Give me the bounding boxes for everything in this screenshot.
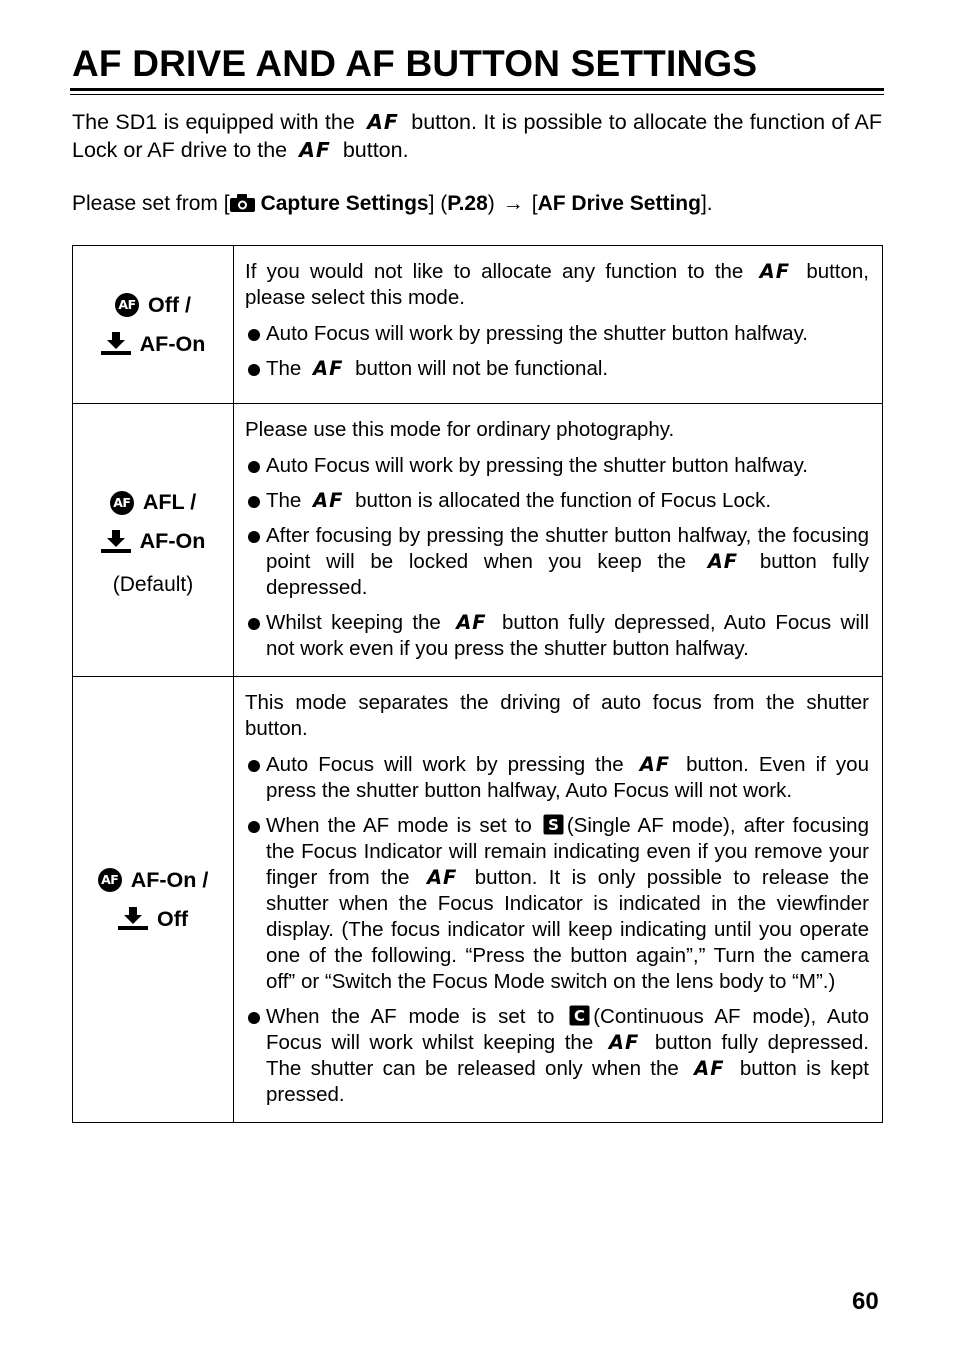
svg-text:S: S bbox=[547, 816, 559, 834]
shutter-half-press-icon bbox=[101, 331, 131, 357]
description-cell bbox=[234, 677, 883, 1123]
single-af-mode-icon bbox=[543, 814, 564, 835]
af-button-glyph: AF bbox=[694, 1057, 725, 1080]
description-cell bbox=[234, 404, 883, 677]
menu-name: Capture Settings bbox=[260, 192, 429, 215]
af-button-glyph: AF bbox=[313, 489, 344, 512]
row-intro: Please use this mode for ordinary photography. bbox=[245, 418, 675, 441]
page-reference: P.28 bbox=[447, 192, 488, 215]
af-button-glyph: AF bbox=[313, 357, 344, 380]
list-item: When the AF mode is set to S (Single AF mode), after focusing the Focus Indicator will remain indicating even if you remove your finger from the AF button. It is only possible to release the shutter when the Focus Indicator is indicated in the viewfinder display. (The focus indicator will keep indicating until you operate one of the following. “Press the button again”,” Turn the camera off” or “Switch the Focus Mode switch on the lens body to “M”.) bbox=[245, 813, 869, 995]
af-button-glyph: AF bbox=[367, 110, 399, 134]
svg-text:C: C bbox=[574, 1007, 586, 1025]
list-item: Auto Focus will work by pressing the shutter button halfway. bbox=[245, 453, 869, 479]
intro-paragraph: The SD1 is equipped with the AF button. It is possible to allocate the function of AF Lock or AF drive to the AF button. bbox=[72, 110, 882, 162]
list-item: After focusing by pressing the shutter button halfway, the focusing point will be locked when you keep the AF button fully depressed. bbox=[245, 523, 869, 601]
list-item: Auto Focus will work by pressing the AF button. Even if you press the shutter button halfway, Auto Focus will not work. bbox=[245, 752, 869, 804]
af-button-glyph: AF bbox=[608, 1031, 640, 1054]
shutter-mode: Off bbox=[156, 906, 189, 931]
shutter-half-press-icon bbox=[118, 906, 148, 932]
page-number: 60 bbox=[852, 1288, 879, 1315]
title-rule-thin bbox=[70, 94, 884, 95]
af-button-mode: AF-On / bbox=[130, 867, 209, 892]
af-button-mode: Off / bbox=[148, 292, 191, 317]
continuous-af-mode-icon bbox=[569, 1005, 590, 1026]
list-item: When the AF mode is set to C (Continuous AF mode), Auto Focus will work whilst keeping the AF button fully depressed. The shutter can be released only when the AF button is kept pressed. bbox=[245, 1004, 869, 1108]
list-item: Auto Focus will work by pressing the shutter button halfway. bbox=[245, 321, 869, 347]
camera-icon bbox=[230, 194, 255, 212]
bullet-list bbox=[245, 321, 869, 382]
table-row bbox=[73, 404, 883, 677]
af-button-icon: AF bbox=[98, 868, 122, 892]
af-button-glyph: AF bbox=[707, 550, 739, 573]
menu-path: Please set from [ Capture Settings] (P.28) → [AF Drive Setting]. bbox=[72, 190, 713, 218]
bullet-list bbox=[245, 453, 869, 662]
default-label: (Default) bbox=[112, 573, 194, 596]
af-button-glyph: AF bbox=[759, 260, 791, 283]
title-rule-thick bbox=[70, 88, 884, 91]
af-button-glyph: AF bbox=[299, 138, 331, 162]
shutter-mode: AF-On bbox=[139, 529, 206, 553]
list-item: The AF button will not be functional. bbox=[245, 356, 869, 382]
shutter-half-press-icon bbox=[101, 529, 131, 555]
af-drive-settings-table bbox=[72, 245, 883, 1123]
mode-cell bbox=[73, 677, 234, 1123]
table-row bbox=[73, 246, 883, 404]
af-button-icon: AF bbox=[115, 293, 139, 317]
row-intro: If you would not like to allocate any function to the AF button, please select this mode. bbox=[245, 260, 870, 309]
af-button-mode: AFL / bbox=[142, 490, 197, 514]
table-row bbox=[73, 677, 883, 1123]
list-item: Whilst keeping the AF button fully depressed, Auto Focus will not work even if you press the shutter button halfway. bbox=[245, 610, 869, 662]
page-title: AF DRIVE AND AF BUTTON SETTINGS bbox=[72, 43, 758, 84]
af-button-glyph: AF bbox=[426, 866, 458, 889]
bullet-list bbox=[245, 752, 869, 1108]
af-button-icon: AF bbox=[110, 491, 134, 515]
mode-cell bbox=[73, 404, 234, 677]
mode-cell bbox=[73, 246, 234, 404]
arrow-right-icon: → bbox=[502, 192, 524, 215]
shutter-mode: AF-On bbox=[139, 331, 206, 356]
list-item: The AF button is allocated the function of Focus Lock. bbox=[245, 488, 869, 514]
row-intro: This mode separates the driving of auto focus from the shutter button. bbox=[245, 691, 869, 740]
af-button-glyph: AF bbox=[456, 611, 487, 634]
setting-name: AF Drive Setting bbox=[537, 192, 701, 215]
description-cell bbox=[234, 246, 883, 404]
af-button-glyph: AF bbox=[639, 753, 671, 776]
